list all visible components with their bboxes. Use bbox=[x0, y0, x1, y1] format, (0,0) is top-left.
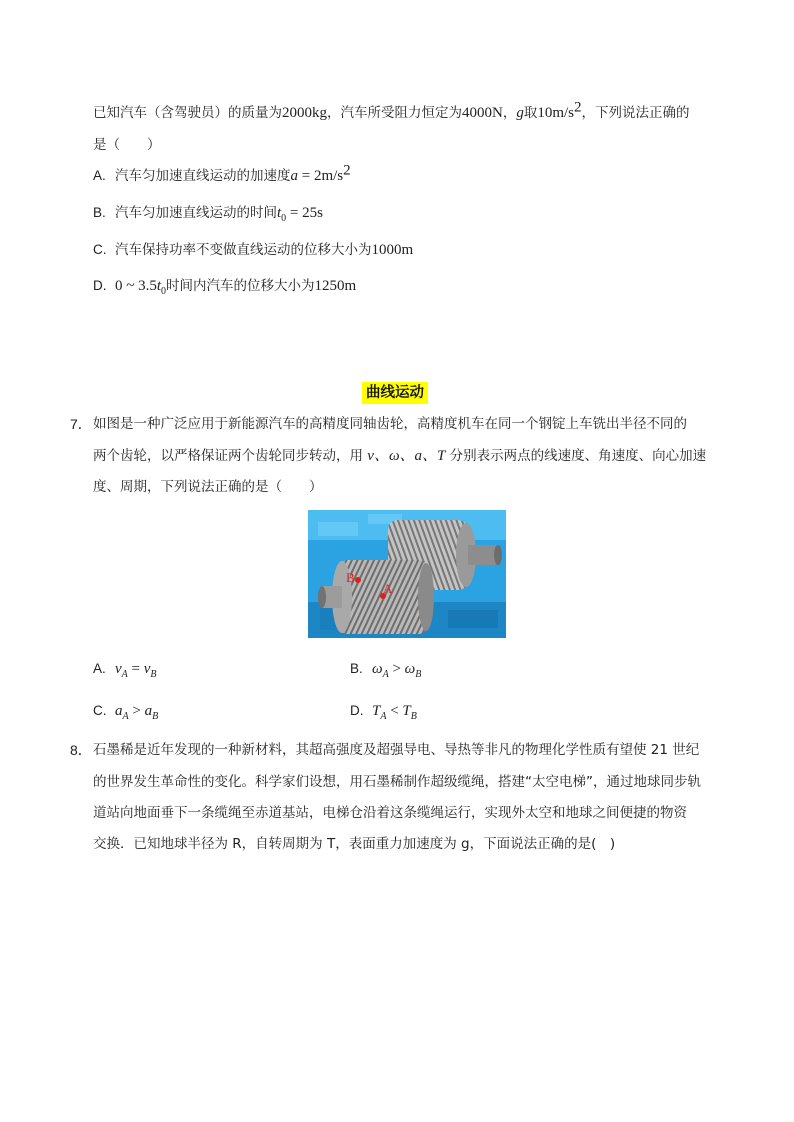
option-letter: B. bbox=[93, 205, 106, 220]
option-math-sub: 0 bbox=[161, 286, 167, 297]
option-lhs: v bbox=[115, 661, 122, 677]
option-text: 时间内汽车的位移大小为 bbox=[166, 278, 315, 294]
q6-stem-line2: 是（ ） bbox=[93, 137, 161, 153]
option-rhs-sub: B bbox=[152, 711, 159, 722]
option-math-sup: 2 bbox=[343, 162, 351, 179]
q6-force: 4000N bbox=[462, 105, 503, 121]
option-letter: C. bbox=[93, 242, 107, 257]
q7-option-b[interactable] bbox=[350, 659, 421, 679]
q7-text: 分别表示两点的线速度、角速度、向心加速 bbox=[445, 448, 707, 464]
q6-g-value: 10m/s bbox=[537, 105, 575, 121]
q7-option-c[interactable] bbox=[93, 701, 158, 721]
option-rhs-sub: B bbox=[415, 669, 422, 680]
option-math-sub: 0 bbox=[281, 213, 287, 224]
point-a-label: A bbox=[383, 581, 393, 596]
option-lhs-sub: A bbox=[380, 711, 387, 722]
option-math-var: t bbox=[277, 205, 282, 221]
gear-photo bbox=[308, 510, 506, 638]
gear-photo-illustration bbox=[308, 510, 506, 638]
option-math: 1000m bbox=[371, 242, 414, 258]
q6-stem-text: ， bbox=[502, 105, 517, 121]
q6-option-b[interactable] bbox=[93, 203, 323, 223]
q6-stem-text: ，汽车所受阻力恒定为 bbox=[327, 105, 462, 121]
point-b-label: B bbox=[346, 570, 355, 585]
q8-line3: 道站向地面垂下一条缆绳至赤道基站，电梯仓沿着这条缆绳运行，实现外太空和地球之间便捷的物资 bbox=[93, 805, 687, 821]
option-text: 汽车匀加速直线运动的加速度 bbox=[115, 168, 291, 184]
q7-line1: 如图是一种广泛应用于新能源汽车的高精度同轴齿轮，高精度机车在同一个钢锭上车铣出半径不同的 bbox=[93, 416, 687, 432]
option-math-var: t bbox=[156, 278, 162, 294]
option-lhs: T bbox=[372, 703, 381, 719]
option-letter: D. bbox=[350, 703, 364, 718]
option-rhs-sub: B bbox=[410, 711, 417, 722]
q7-line3: 度、周期，下列说法正确的是（ ） bbox=[93, 479, 323, 495]
option-letter: C. bbox=[93, 703, 107, 718]
q7-line2 bbox=[93, 446, 706, 466]
q6-option-c[interactable] bbox=[93, 240, 413, 260]
option-lhs-sub: A bbox=[121, 669, 128, 680]
option-rhs-sub: B bbox=[150, 669, 157, 680]
option-letter: B. bbox=[350, 661, 363, 676]
option-op: > bbox=[388, 661, 405, 677]
q6-g-exp: 2 bbox=[574, 99, 582, 116]
option-rhs: v bbox=[143, 661, 151, 677]
option-letter: D. bbox=[93, 278, 107, 293]
q6-option-a[interactable] bbox=[93, 162, 351, 186]
option-letter: A. bbox=[93, 168, 106, 183]
option-lhs: ω bbox=[372, 661, 383, 677]
q6-stem-text: 取 bbox=[523, 105, 538, 121]
q6-stem-line1 bbox=[93, 99, 690, 123]
section-heading: 曲线运动 bbox=[362, 382, 428, 404]
q7-vars: v、ω、a、T bbox=[367, 448, 446, 464]
option-op: < bbox=[386, 703, 403, 719]
q8-line2: 的世界发生革命性的变化。科学家们设想，用石墨稀制作超级缆绳，搭建“太空电梯”，通过地球同步轨 bbox=[93, 774, 701, 790]
q8-number: 8． bbox=[70, 742, 92, 758]
q8-line1: 石墨稀是近年发现的一种新材料，其超高强度及超强导电、导热等非凡的物理化学性质有望使 21 世纪 bbox=[93, 742, 700, 758]
option-rhs: a bbox=[144, 703, 153, 719]
option-text: 汽车保持功率不变做直线运动的位移大小为 bbox=[115, 242, 372, 258]
q6-mass: 2000kg bbox=[282, 105, 327, 121]
option-math: = 2m/s bbox=[298, 168, 344, 184]
option-text: 汽车匀加速直线运动的时间 bbox=[115, 205, 277, 221]
option-lhs-sub: A bbox=[122, 711, 129, 722]
option-lhs: a bbox=[115, 703, 123, 719]
q6-g-symbol: g bbox=[516, 105, 524, 121]
q7-number: 7． bbox=[70, 416, 92, 432]
option-rhs: ω bbox=[404, 661, 416, 677]
option-math: = 25s bbox=[286, 205, 323, 221]
option-math-var: a bbox=[290, 168, 298, 184]
option-rhs: T bbox=[402, 703, 411, 719]
option-op: > bbox=[128, 703, 145, 719]
option-math-pre: 0 ~ 3.5 bbox=[115, 278, 157, 294]
option-math: 1250m bbox=[314, 278, 357, 294]
option-lhs-sub: A bbox=[382, 669, 389, 680]
q7-text: 两个齿轮，以严格保证两个齿轮同步转动，用 bbox=[93, 448, 368, 464]
option-op: = bbox=[127, 661, 144, 677]
q6-stem-text: 已知汽车（含驾驶员）的质量为 bbox=[93, 105, 282, 121]
q6-option-d[interactable] bbox=[93, 276, 356, 296]
q7-option-a[interactable] bbox=[93, 659, 157, 679]
q8-line4: 交换．已知地球半径为 R，自转周期为 T，表面重力加速度为 g，下面说法正确的是( ) bbox=[93, 836, 616, 852]
q6-stem-text: ，下列说法正确的 bbox=[581, 105, 690, 121]
q7-option-d[interactable] bbox=[350, 701, 417, 721]
option-letter: A. bbox=[93, 661, 106, 676]
